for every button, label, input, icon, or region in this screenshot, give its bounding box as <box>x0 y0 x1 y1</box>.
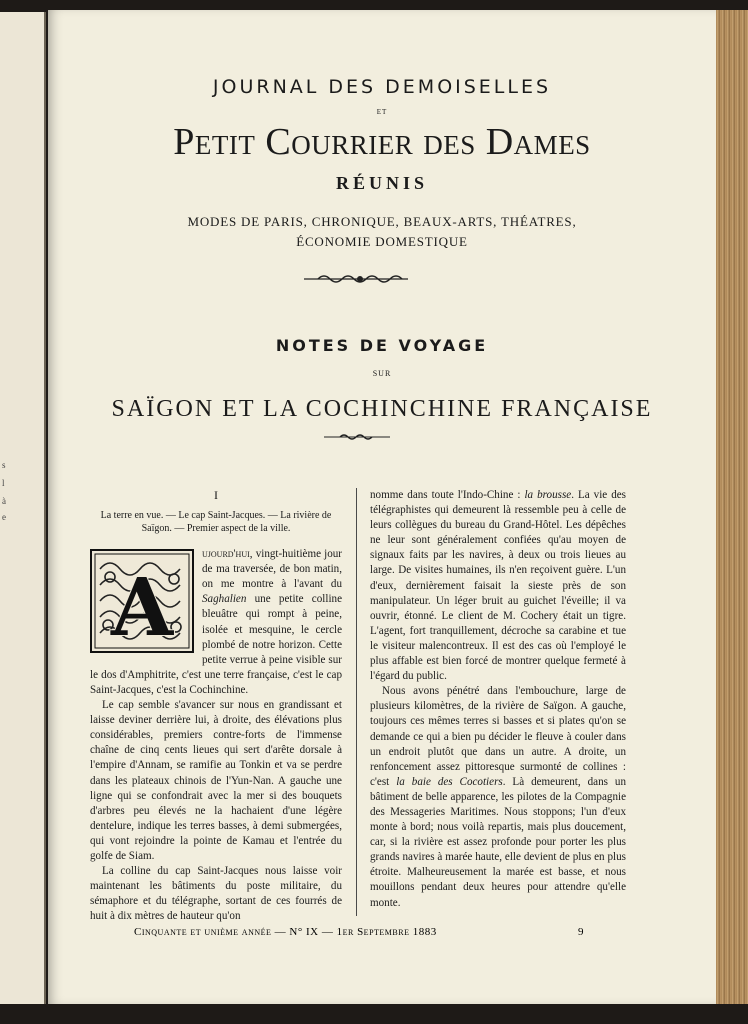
paragraph: Le cap semble s'avancer sur nous en grandissant et laisse deviner derrière lui, à droite, des élévations plus considérables, premiers contre-forts de l'immense chaîne de cinq cents lieues qui sert d'arête dorsale à l'empire d'Annam, se ramifie au Tonkin et va se perdre dans les plateaux chinois de l'Yun-Nan. A gauche une ligne qui se confondrait avec la mer si des bouquets d'arbres peu élevés ne la hachaient d'une légère dentelure, indique les terres basses, à demi submergées, qui vont rejoindre la pointe de Kamau et l'entrée du golfe de Siam. <box>90 699 342 862</box>
text-run: . La vie des télégraphistes qui demeurent là ressemble peu à celle de leurs collègues du bureau du Grand-Hôtel. Les dépêches ne leur sont généralement confiées qu'au moyen de signaux faits par les navires, à deux ou trois lieues au large. De visites humaines, ils n'en reçoivent guère. L'un d'eux, dernièrement faisait la sieste près de son manipulateur. Un léger bruit au guichet l'éveille; il va ouvrir, étonné. Le client de M. Cochery était un tigre. L'agent, fort tranquillement, décroche sa carabine et tue le visiteur malencontreux. Il est des cas où l'employé le plus affable est bien forcé de montrer quelque fermeté à l'égard du public. <box>370 489 626 683</box>
page-number: 9 <box>578 926 584 938</box>
text-run: nomme dans toute l'Indo-Chine : <box>370 489 525 501</box>
drop-cap-letter: A <box>110 560 174 654</box>
right-column <box>370 488 626 911</box>
left-margin-mark: s <box>2 460 6 470</box>
left-margin-mark: e <box>2 512 6 522</box>
left-column <box>90 488 342 924</box>
left-margin-mark: à <box>2 496 6 506</box>
masthead-reunis: RÉUNIS <box>335 173 429 193</box>
masthead-subtitle-line1: MODES DE PARIS, CHRONIQUE, BEAUX-ARTS, THÉATRES, <box>187 214 577 229</box>
magazine-page <box>48 10 716 1004</box>
text-run: Nous avons pénétré dans l'embouchure, large de plusieurs kilomètres, de la rivière de Saïgon. A gauche, toujours ces mêmes terres si basses et si plates qu'on se demande ce qui a bien pu décider le fleuve à couler dans un endroit plutôt que dans un autre. A droite, un renfoncement assez pittoresque surmonté de collines : c'est <box>370 685 626 788</box>
masthead-title: Petit Courrier des Dames <box>173 121 591 163</box>
ornament-divider-icon <box>48 272 716 286</box>
text-run: une petite colline bleuâtre qui rompt à peine, isolée et mesquine, le cercle plombé de notre horizon. Cette petite verrue à peine visible sur le dos d'Amphitrite, c'est une terre française, c'est le cap Saint-Jacques, c'est la Cochinchine. <box>90 593 342 696</box>
first-word: ujourd'hui, <box>202 548 253 561</box>
paragraph: La colline du cap Saint-Jacques nous laisse voir maintenant les bâtiments du poste militaire, du sémaphore et du télégraphe, sortant de ces fourrés de huit à dix mètres de hauteur qu'on <box>90 865 342 923</box>
paragraph <box>370 684 626 910</box>
chapter-summary: La terre en vue. — Le cap Saint-Jacques. — La rivière de Saïgon. — Premier aspect de la ville. <box>100 510 332 535</box>
paragraph <box>90 547 342 698</box>
decorated-initial-icon <box>90 549 194 653</box>
chapter-number: I <box>214 488 218 502</box>
adjacent-page-edge <box>0 12 46 1004</box>
article-heading: NOTES DE VOYAGE <box>275 336 489 355</box>
journal-title: JOURNAL DES DEMOISELLES <box>212 76 552 98</box>
italic-term: la brousse <box>524 489 572 501</box>
left-margin-mark: l <box>2 478 5 488</box>
text-run: vingt-huitième jour de ma traversée, de bon matin, on me montre à l'avant du <box>202 548 342 591</box>
paragraph <box>370 488 626 684</box>
article-heading-sur: SUR <box>372 369 392 378</box>
article-subject: SAÏGON ET LA COCHINCHINE FRANÇAISE <box>111 396 653 422</box>
book-fore-edge <box>716 10 748 1004</box>
text-run: . Là demeurent, dans un bâtiment de belle apparence, les pilotes de la Compagnie des Messageries Maritimes. Nous stoppons; l'un d'eux monte à bord; nous voilà repartis, mais plus doucement, car, si la rivière est assez profonde pour porter les plus grands navires à marée haute, elle devient de plus en plus étroite. Malheureusement la marée est basse, et nous mouillons pendant deux heures pour attendre qu'elle monte. <box>370 775 626 909</box>
column-rule <box>356 488 357 916</box>
masthead-subtitle-line2: ÉCONOMIE DOMESTIQUE <box>296 234 468 249</box>
small-ornament-icon <box>48 431 716 443</box>
italic-term: la baie des Cocotiers <box>396 775 503 788</box>
issue-line: Cinquante et unième année — N° IX — 1er Septembre 1883 <box>134 926 437 938</box>
title-conjunction: ET <box>376 108 388 116</box>
ship-name: Saghalien <box>202 593 247 606</box>
